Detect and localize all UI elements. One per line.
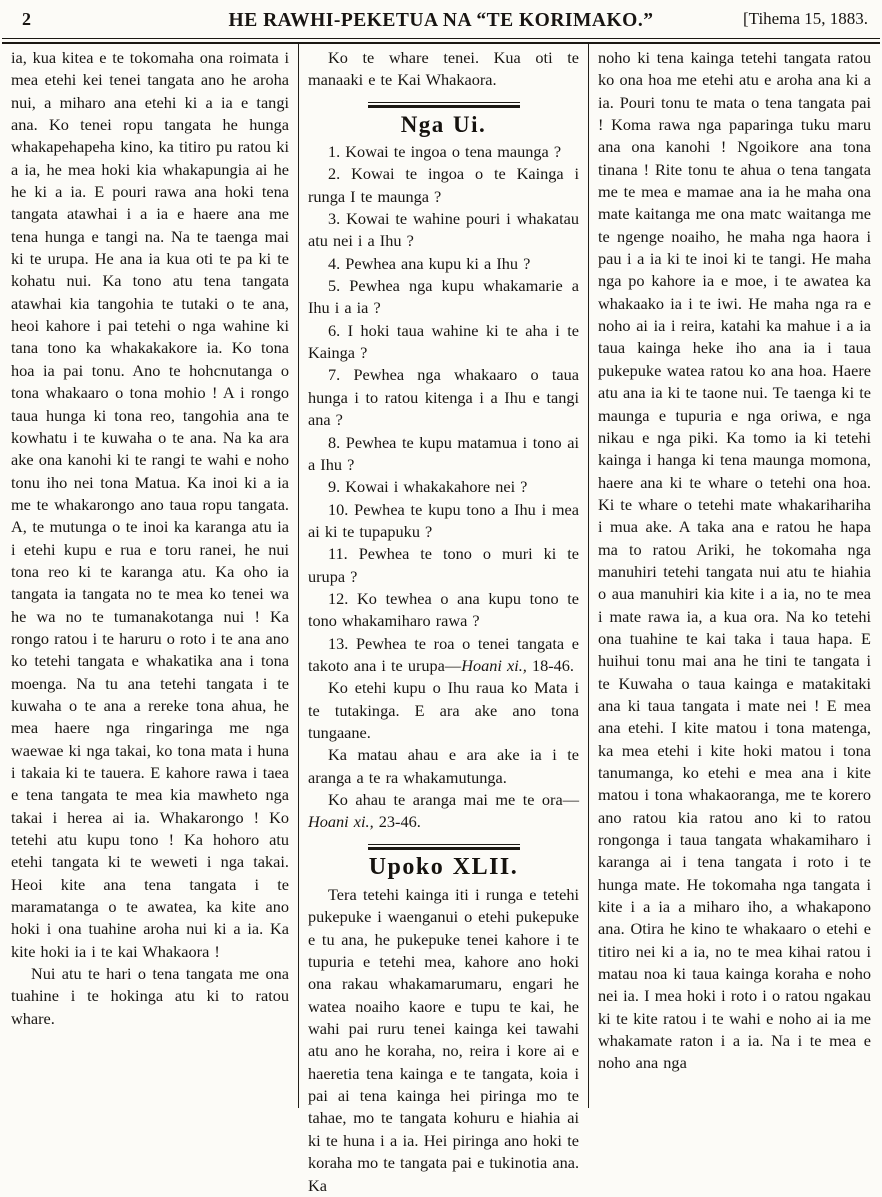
story-paragraph: Tera tetehi kainga iti i runga e tetehi pukepuke i waenganui o etehi pukepuke e tu ana, he pukepuke tenei kahore i te tupuria e tetehi mea, kahore ano hoki ona rakau whakamarumaru, engari he watea noaiho kaore e tupu te kai, he wahi pai ruru tenei kainga kei tawahi atu ano he koraha, no, reira i kore ai e haeretia tena kainga e te tangata, koia i pai ai tena kainga hei piringa mo te tahae, mo te tangata kohuru e hiahia ai ki te huna i a ia. Hei piringa ano hoki te koraha mo te tangata pai e tukinotia ana. Ka [308, 885, 580, 1195]
question-item: 11. Pewhea te tono o muri ki te urupa ? [308, 544, 579, 586]
section-divider-rule [368, 102, 520, 108]
question-item: 4. Pewhea ana kupu ki a Ihu ? [328, 253, 531, 273]
question-item: 8. Pewhea te kupu matamua i tono ai a Ihu ? [308, 432, 579, 474]
section-divider-rule [368, 844, 520, 850]
column-layout [0, 44, 882, 1195]
question-item: 5. Pewhea nga kupu whakamarie a Ihu i a ia ? [308, 276, 579, 318]
question-item: 2. Kowai te ingoa o te Kainga i runga I te maunga ? [308, 164, 579, 206]
section-heading-upoko-xlii: Upoko XLII. [368, 853, 519, 880]
question-item: 12. Ko tewhea o ana kupu tono te tono whakamiharo rawa ? [308, 588, 579, 631]
question-item: 1. Kowai te ingoa o tena maunga ? [328, 142, 562, 162]
issue-date: [Tihema 15, 1883. [743, 9, 868, 28]
story-paragraph: Ko etehi kupu o Ihu raua ko Mata i te tutakinga. E ara ake ano tona tungaane. [308, 678, 579, 742]
scripture-reference: Hoani xi., [308, 812, 374, 832]
question-item: 6. I hoki taua wahine ki te aha i te Kainga ? [308, 320, 580, 363]
story-paragraph: Ka matau ahau e ara ake ia i te aranga a te ra whakamutunga. [308, 745, 579, 787]
story-paragraph: Nui atu te hari o tena tangata me ona tuahine i te hokinga atu ki to ratou whare. [11, 964, 289, 1028]
column-2 [298, 44, 588, 1195]
scripture-reference: Hoani xi., [461, 655, 527, 675]
page-number: 2 [22, 9, 31, 29]
masthead [0, 0, 882, 38]
question-item: 13. Pewhea te roa o tenei tangata e takoto ana i te urupa—Hoani xi., 18-46. [308, 633, 579, 675]
question-item: 7. Pewhea nga whakaaro o taua hunga i to ratou kitenga i a Ihu e tangi ana ? [308, 365, 579, 430]
column-3 [588, 44, 880, 1108]
story-paragraph: noho ki tena kainga tetehi tangata ratou ko ona hoa me etehi atu e aroha ana ki a ia. Pouri tonu te mata o tena tangata pai ! Koma rawa nga paparinga tuku maru ana ona kanohi ! Ngoikore ana tona tinana ! Rite tonu te ahua o tena tangata me te mea e mamae ana ia he maha ona mate kaitanga me ona matc waitanga me te ngenge noaiho, he maha nga haora i pau i a ia ki te inoi ki te tangi. He maha nga po kahore ia e moe, i te awatea ka whakaako ia i te iwi. He maha nga ra e noho ai ia i reira, katahi ka mahue i a ia taua kainga heke iho ana ia i taua pukepuke watea ratou ko ana hoa. Haere atu ana ia ki te taone nui. Te taenga ki te maunga e tupuria e nga oriwa, e nga nikau e nga piki. Ka tomo ia ki tetehi kainga i hanga ki tena maunga momona, haere ana ki te whare o tetehi ona hoa. Ki te whare o tetehi mate whakarihariha i mua ake. A taka ana e ratou he hapa ma to ratou Ariki, he tokomaha nga manuhiri tetehi tangata nui atu te hiahia o aua manuhiri kia kite i a ia, no te mea i mate rawa ia, a kua ora. Na ko tetehi ona tuahine te kai taka i taua hapa. E huihui tonu mai ana he tini te tangata i te Kuwaha o taua kainga e matakitaki ana ki taua tangata i mate nei ! E mea ana etehi. I kite matou i tona matenga, ka mea etehi i kite hoki matou i tona tanumanga, ko etehi e mea ana i kite matou i tona whakaoranga, me te korero ano ratou kia ratou ano ki to ratou rongonga i taua tangata whakamiharo i karanga ai i tena tangata i roto i te hunga mate. He tokomaha nga tangata i kite i a ia a miharo iho, a whakapono ana. Otira he kino te whakaaro o etehi e titiro nei ki a ia, no te mea kihai ratou i matau noa ki taua kainga koraha e noho nei ia. I mea hoki i roto i o ratou ngakau ki te kite ratou i te wahi e noho ai ia me whakamate raton i a ia. Na i te mea e noho ana nga [598, 48, 871, 1073]
column-1 [2, 44, 298, 1108]
question-item: 10. Pewhea te kupu tono a Ihu i mea ai ki te tupapuku ? [308, 499, 580, 541]
story-paragraph: Ko te whare tenei. Kua oti te manaaki e te Kai Whakaora. [308, 48, 579, 90]
story-paragraph: ia, kua kitea e te tokomaha ona roimata i mea etehi kei tenei tangata ano he aroha nui, a miharo ana etehi ki a ia e tangi ana. Ko tenei ropu tangata he hunga whakapehapeha kino, ka titiro pu ratou ki a ia, he mea hoki kia whakapungia ai he he ki a ia. E pouri rawa ana hoki tena tangata atawhai i a ia e haere ana me tena hunga e tangi na. Na te taenga mai ki te urupa. He ana ia kua oti te pa ki te kohatu nui. Ka tono atu tena tangata atawhai kia tangohia te tutaki o te ana, heoi kahore i pai tetehi o nga wahine ki tana tono ka whakakakore ia. Ko tona hoa ia pai tonu. Ano te hohcnutanga o tona whakaaro o tona mohio ! A i rongo taua hunga ki tona reo, tangohia ana te kowhatu i te kuwaha o te ana. Na ka ara ake ona kanohi ki te rangi te wahi e noho tonu iho nei tona Matua. Ka inoi ki a ia me te whakarongo ano taua ropu tangata. A, te mutunga o te inoi ka karanga atu ia i etehi kupu e rua e toru ranei, he nui tona reo ki te karanga atu. Ka oho ia tangata ia tangata no te mea ko tenei wa he wa no te tumanakotanga nui ! Ka rongo ratou i te haruru o roto i te ana ano ko tetehi tangata e whakatika ana i tona moenga. Na tu ana tetehi tangata i te kuwaha o te ana a rereke tona ahua, he mea haere nga ringaringa me nga waewae ki nga takai, ko tona mata i huna i takaia ki te tauera. E kahore rawa i taea e tena tangata te mea kia mawheto nga takai i herea ai ia. Whakarongo ! Ko tetehi atu kupu tono ! Ka hohoro atu etehi tangata ki te weweti i nga takai. Heoi kite ana tena tangata i te maramatanga o te awatea, ka kite ano hoki i ona tuahine aroha nui ki a ia. Ka kite hoki ia i te kai Whakaora ! [11, 48, 289, 961]
question-item: 9. Kowai i whakakahore nei ? [328, 477, 528, 497]
page-title: HE RAWHI-PEKETUA NA “TE KORIMAKO.” [228, 10, 654, 31]
question-item: 3. Kowai te wahine pouri i whakatau atu nei i a Ihu ? [308, 209, 579, 251]
section-heading-nga-ui: Nga Ui. [400, 111, 487, 137]
story-paragraph: Ko ahau te aranga mai me te ora—Hoani xi., 23-46. [308, 790, 579, 832]
